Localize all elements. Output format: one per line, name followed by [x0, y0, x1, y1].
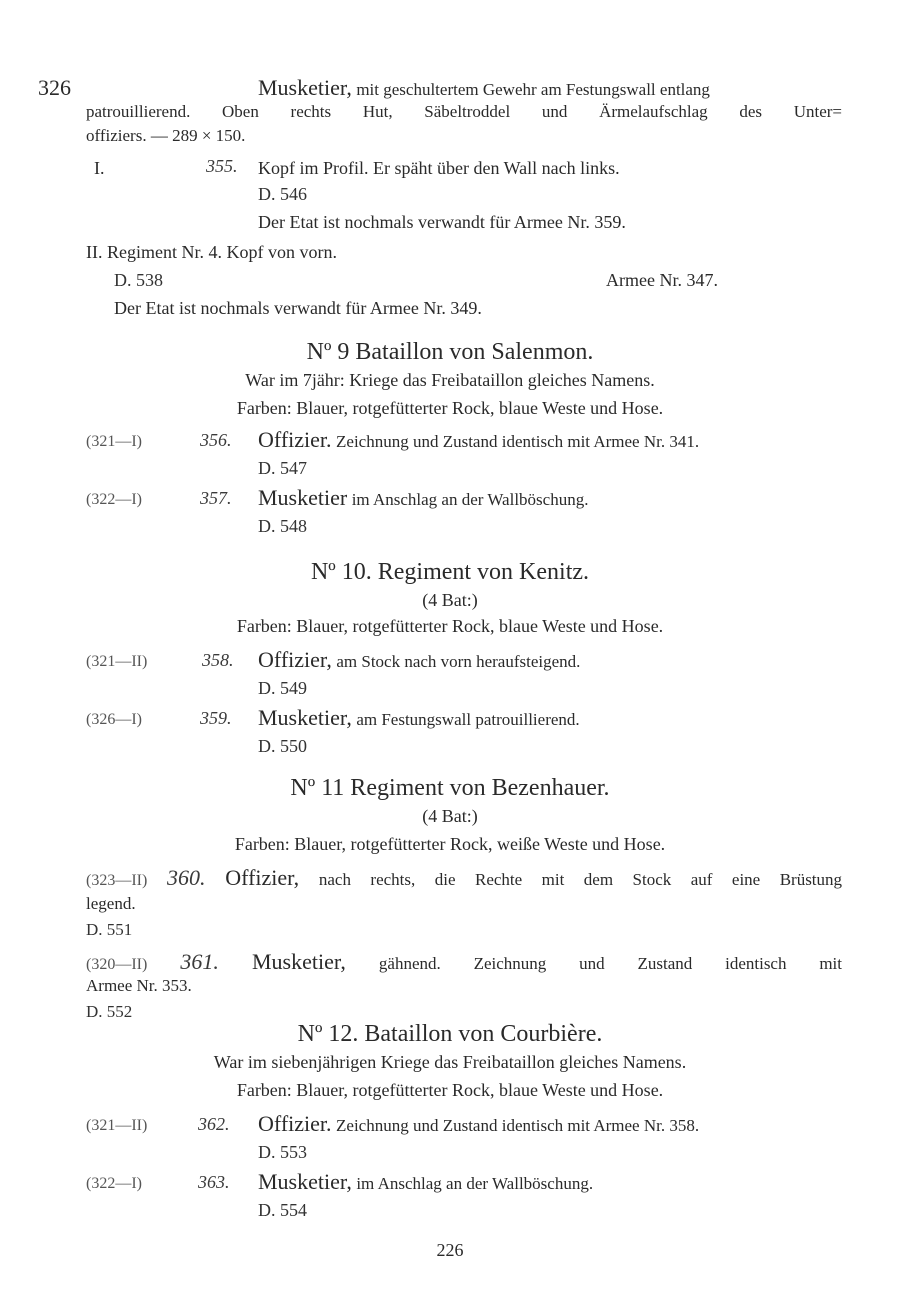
page-number: 226 — [436, 1240, 464, 1260]
entry-title: Offizier, — [225, 865, 300, 890]
entry-ref: (321—I) — [86, 433, 142, 450]
entry-ref: (322—I) — [86, 1175, 142, 1192]
section-colors: Farben: Blauer, rotgefütterter Rock, blaue Weste und Hose. — [236, 1080, 664, 1100]
entry-title: Musketier, — [252, 949, 346, 974]
d-number: D. 553 — [258, 1142, 307, 1162]
entry-title: Offizier. — [258, 427, 332, 452]
section-subtitle: (4 Bat:) — [422, 590, 478, 610]
d-number: D. 552 — [86, 1002, 133, 1021]
section-subtitle: War im 7jähr: Kriege das Freibataillon gleiches Namens. — [245, 370, 655, 390]
section-subtitle: (4 Bat:) — [422, 806, 478, 826]
entry-ref: (321—II) — [86, 1117, 148, 1134]
entry-number: 355. — [206, 156, 238, 176]
entry-ref: (321—II) — [86, 653, 148, 670]
entry-title: Offizier. — [258, 1111, 332, 1136]
page-ref-number: 326 — [38, 75, 71, 100]
entry-title: Musketier, — [258, 705, 352, 730]
section-heading: Nº 12. Bataillon von Courbière. — [297, 1021, 603, 1047]
d-number: D. 549 — [258, 678, 307, 698]
entry-ref: (322—I) — [86, 491, 142, 508]
d-number: D. 550 — [258, 736, 307, 756]
d-number: D. 548 — [258, 516, 307, 536]
entry-line — [258, 1170, 593, 1196]
entry-title: Offizier, — [258, 647, 332, 672]
section-heading: Nº 10. Regiment von Kenitz. — [310, 559, 590, 585]
entry-text: Kopf im Profil. Er späht über den Wall nach links. — [258, 158, 620, 178]
section-heading: Nº 9 Bataillon von Salenmon. — [306, 339, 594, 365]
entry-number: 356. — [200, 430, 232, 450]
entry-text: im Anschlag an der Wallböschung. — [351, 490, 589, 509]
entry-number: 359. — [200, 708, 232, 728]
entry-ref: (320—II) — [86, 956, 148, 973]
armee-ref: Armee Nr. 347. — [606, 270, 718, 290]
entry-title: Musketier, — [258, 75, 352, 100]
entry-title: Musketier — [258, 485, 348, 510]
entry-line — [258, 486, 588, 512]
entry-number: 362. — [198, 1114, 230, 1134]
entry-326-line1 — [258, 76, 842, 102]
d-number: D. 551 — [86, 920, 133, 939]
entry-line — [258, 1112, 699, 1138]
etat-note: Der Etat ist nochmals verwandt für Armee Nr. 349. — [114, 298, 482, 318]
entry-number: 357. — [200, 488, 232, 508]
entry-number: 358. — [202, 650, 234, 670]
section-subtitle: War im siebenjährigen Kriege das Freibataillon gleiches Namens. — [213, 1052, 687, 1072]
section-heading: Nº 11 Regiment von Bezenhauer. — [290, 775, 610, 801]
section-colors: Farben: Blauer, rotgefütterter Rock, blaue Weste und Hose. — [236, 616, 664, 636]
entry-326-line3: offiziers. — 289 × 150. — [86, 126, 246, 145]
sub-label: I. — [94, 158, 105, 178]
section-colors: Farben: Blauer, rotgefütterter Rock, blaue Weste und Hose. — [236, 398, 664, 418]
entry-continuation: Armee Nr. 353. — [86, 976, 192, 995]
entry-number: 360. — [167, 865, 206, 890]
d-number: D. 547 — [258, 458, 307, 478]
entry-text: gähnend. Zeichnung und Zustand identisch mit — [378, 954, 842, 973]
entry-text: Zeichnung und Zustand identisch mit Armee Nr. 341. — [336, 432, 700, 451]
entry-text: am Stock nach vorn heraufsteigend. — [336, 652, 581, 671]
entry-text: am Festungswall patrouillierend. — [356, 710, 580, 729]
d-number: D. 554 — [258, 1200, 307, 1220]
entry-text: nach rechts, die Rechte mit dem Stock auf eine Brüstung — [318, 870, 843, 889]
entry-line — [258, 648, 580, 674]
entry-number: 363. — [198, 1172, 230, 1192]
d-number: D. 538 — [114, 270, 163, 290]
entry-ref: (323—II) — [86, 872, 148, 889]
entry-continuation: legend. — [86, 894, 136, 913]
entry-text: im Anschlag an der Wallböschung. — [356, 1174, 594, 1193]
entry-line — [258, 706, 580, 732]
etat-note: Der Etat ist nochmals verwandt für Armee Nr. 359. — [258, 212, 626, 232]
entry-text: Zeichnung und Zustand identisch mit Armee Nr. 358. — [336, 1116, 700, 1135]
entry-line — [258, 428, 699, 454]
section-colors: Farben: Blauer, rotgefütterter Rock, weiße Weste und Hose. — [234, 834, 666, 854]
entry-text: mit geschultertem Gewehr am Festungswall entlang — [356, 80, 710, 99]
entry-326-line2: patrouillierend. Oben rechts Hut, Säbeltroddel und Ärmelaufschlag des Unter= — [86, 102, 842, 121]
entry-line — [86, 866, 842, 893]
entry-title: Musketier, — [258, 1169, 352, 1194]
entry-line — [86, 950, 842, 977]
entry-number: 361. — [180, 949, 219, 974]
d-number: D. 546 — [258, 184, 307, 204]
entry-ref: (326—I) — [86, 711, 142, 728]
sub-entry-text: II. Regiment Nr. 4. Kopf von vorn. — [86, 242, 337, 262]
